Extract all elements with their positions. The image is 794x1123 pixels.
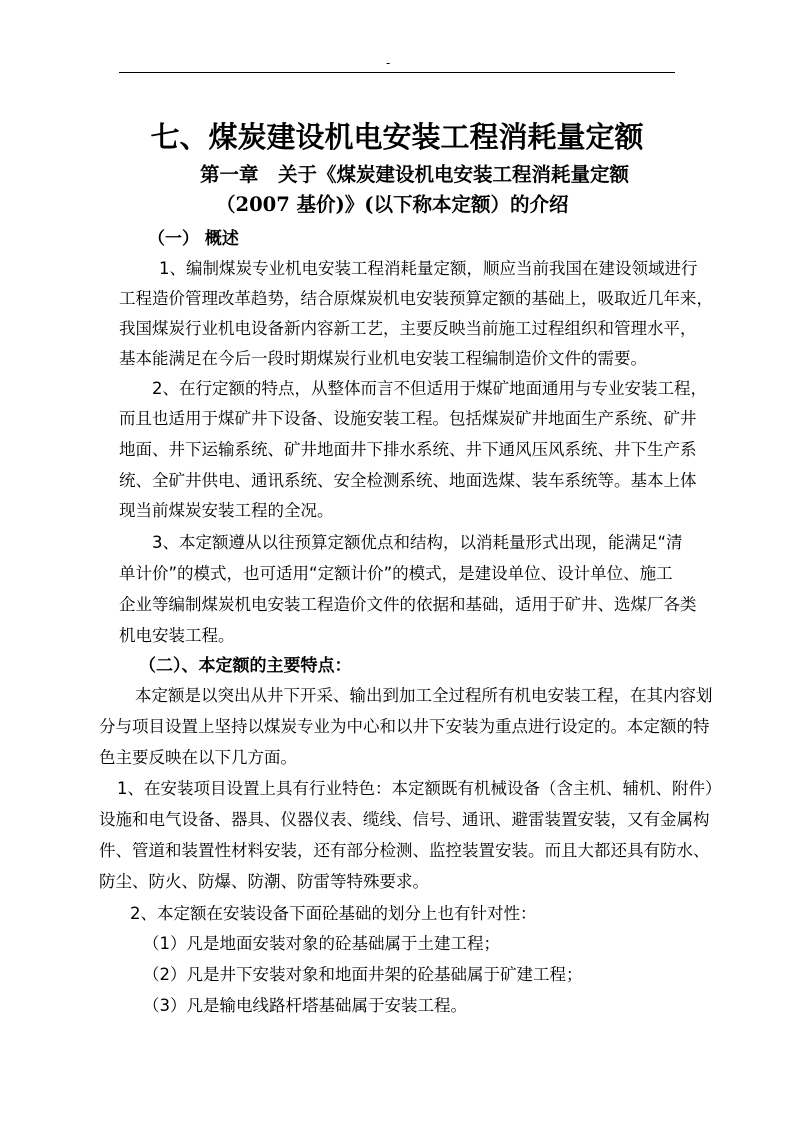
paragraph-5-line-1: 1、在安装项目设置上具有行业特色：本定额既有机械设备（含主机、辅机、附件） <box>117 779 722 798</box>
paragraph-4-line-3: 色主要反映在以下几方面。 <box>99 748 297 767</box>
paragraph-3-line-4: 机电安装工程。 <box>119 626 235 645</box>
paragraph-3-line-3: 企业等编制煤炭机电安装工程造价文件的依据和基础，适用于矿井、选煤厂各类 <box>119 595 697 614</box>
header-mark: - <box>386 56 391 70</box>
paragraph-6: 2、本定额在安装设备下面砼基础的划分上也有针对性： <box>130 904 537 923</box>
paragraph-2-line-1: 2、在行定额的特点，从整体而言不但适用于煤矿地面通用与专业安装工程， <box>152 379 707 398</box>
paragraph-3-line-1: 3、本定额遵从以往预算定额优点和结构，以消耗量形式出现，能满足“清 <box>152 533 683 552</box>
list-item-2: （2）凡是井下安装对象和地面井架的砼基础属于矿建工程； <box>143 965 583 984</box>
paragraph-5-line-2: 设施和电气设备、器具、仪器仪表、缆线、信号、通讯、避雷装置安装，又有金属构 <box>99 810 710 829</box>
paragraph-4-line-1: 本定额是以突出从井下开采、输出到加工全过程所有机电安装工程，在其内容划 <box>135 686 713 705</box>
paragraph-5-line-4: 防尘、防火、防爆、防潮、防雷等特殊要求。 <box>99 872 429 891</box>
paragraph-3-line-2: 单计价”的模式，也可适用“定额计价”的模式，是建设单位、设计单位、施工 <box>119 564 673 583</box>
paragraph-1-line-4: 基本能满足在今后一段时期煤炭行业机电安装工程编制造价文件的需要。 <box>119 349 647 368</box>
paragraph-2-line-2: 而且也适用于煤矿井下设备、设施安装工程。包括煤炭矿井地面生产系统、矿井 <box>119 409 697 428</box>
paragraph-1-line-1: 1、编制煤炭专业机电安装工程消耗量定额，顺应当前我国在建设领域进行 <box>159 259 698 278</box>
paragraph-1-line-3: 我国煤炭行业机电设备新内容新工艺，主要反映当前施工过程组织和管理水平， <box>119 319 697 338</box>
paragraph-5-line-3: 件、管道和装置性材料安装，还有部分检测、监控装置安装。而且大都还具有防水、 <box>99 841 710 860</box>
list-item-1: （1）凡是地面安装对象的砼基础属于土建工程； <box>143 934 500 953</box>
paragraph-1-line-2: 工程造价管理改革趋势，结合原煤炭机电安装预算定额的基础上，吸取近几年来， <box>119 289 713 308</box>
paragraph-2-line-5: 现当前煤炭安装工程的全况。 <box>119 501 334 520</box>
section-heading-overview: （一） 概述 <box>148 229 239 249</box>
page-title: 七、煤炭建设机电安装工程消耗量定额 <box>150 120 644 154</box>
list-item-3: （3）凡是输电线路杆塔基础属于安装工程。 <box>143 996 467 1015</box>
paragraph-4-line-2: 分与项目设置上坚持以煤炭专业为中心和以井下安装为重点进行设定的。本定额的特 <box>99 717 710 736</box>
chapter-title-line-2: （2007 基价)》(以下称本定额）的介绍 <box>216 193 569 216</box>
section-heading-main-features: （二）、本定额的主要特点： <box>139 656 352 676</box>
chapter-title-line-1: 第一章 关于《煤炭建设机电安装工程消耗量定额 <box>200 163 630 186</box>
paragraph-2-line-4: 统、全矿井供电、通讯系统、安全检测系统、地面选煤、装车系统等。基本上体 <box>119 471 697 490</box>
header-rule <box>119 72 675 73</box>
paragraph-2-line-3: 地面、井下运输系统、矿井地面井下排水系统、井下通风压风系统、井下生产系 <box>119 440 697 459</box>
